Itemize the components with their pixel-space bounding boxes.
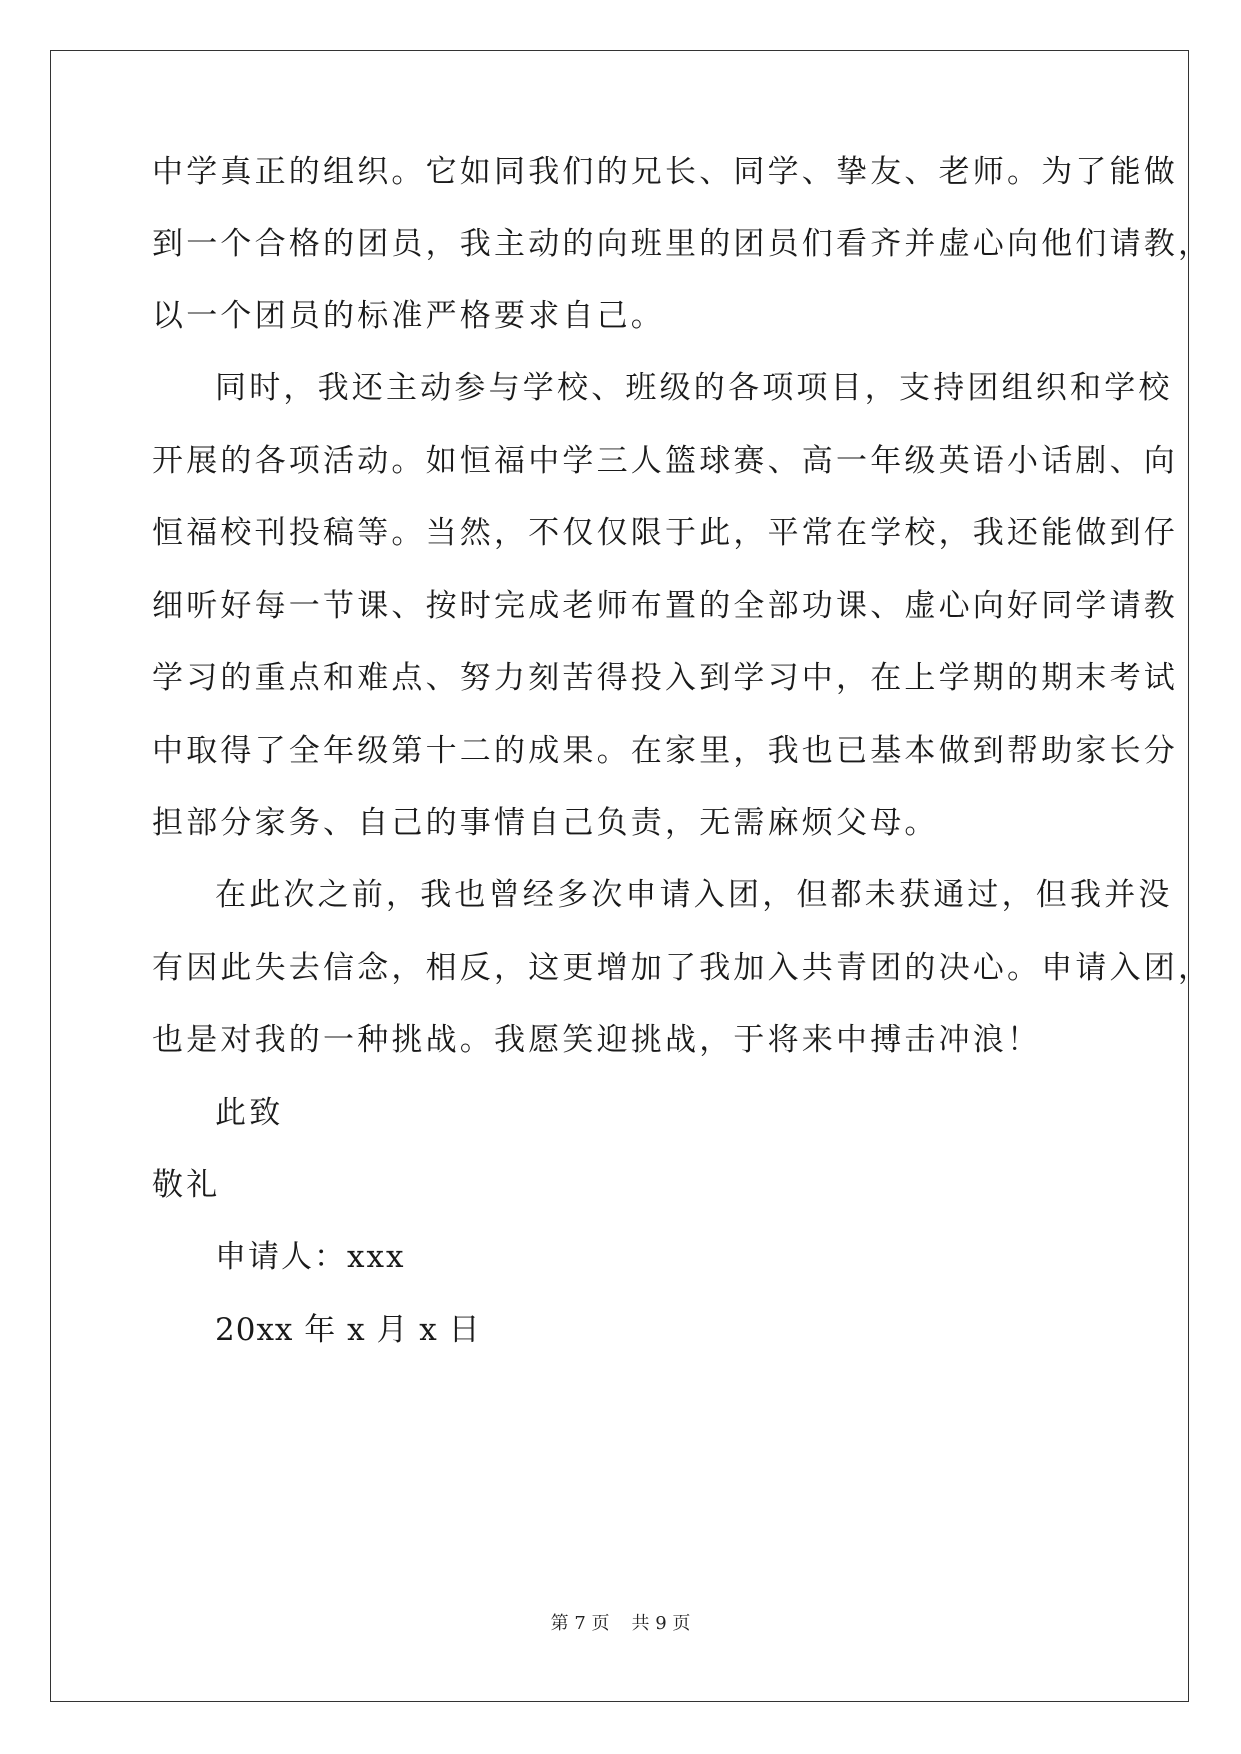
body-line-6: 恒福校刊投稿等。当然，不仅仅限于此，平常在学校，我还能做到仔 — [152, 515, 1178, 551]
body-line-2: 到一个合格的团员，我主动的向班里的团员们看齐并虚心向他们请教， — [152, 226, 1213, 262]
body-line-13: 也是对我的一种挑战。我愿笑迎挑战，于将来中搏击冲浪！ — [152, 1022, 1042, 1058]
body-line-9: 中取得了全年级第十二的成果。在家里，我也已基本做到帮助家长分 — [152, 733, 1178, 769]
body-line-7: 细听好每一节课、按时完成老师布置的全部功课、虚心向好同学请教 — [152, 588, 1178, 624]
page-number: 第 7 页 — [550, 1613, 610, 1634]
body-line-1: 中学真正的组织。它如同我们的兄长、同学、挚友、老师。为了能做 — [152, 154, 1178, 190]
body-line-3: 以一个团员的标准严格要求自己。 — [152, 298, 665, 334]
closing-respect: 敬礼 — [152, 1167, 221, 1203]
applicant-signature: 申请人：xxx — [215, 1239, 406, 1275]
body-line-8: 学习的重点和难点、努力刻苦得投入到学习中，在上学期的期末考试 — [152, 660, 1178, 696]
body-line-12: 有因此失去信念，相反，这更增加了我加入共青团的决心。申请入团， — [152, 950, 1213, 986]
page-footer — [0, 1612, 1241, 1636]
application-date: 20xx 年 x 月 x 日 — [215, 1312, 481, 1348]
page-total: 共 9 页 — [631, 1613, 691, 1634]
body-line-11: 在此次之前，我也曾经多次申请入团，但都未获通过，但我并没 — [215, 877, 1173, 913]
closing-salutation: 此致 — [215, 1095, 284, 1131]
body-line-4: 同时，我还主动参与学校、班级的各项项目，支持团组织和学校 — [215, 370, 1173, 406]
body-line-10: 担部分家务、自己的事情自己负责，无需麻烦父母。 — [152, 805, 939, 841]
body-line-5: 开展的各项活动。如恒福中学三人篮球赛、高一年级英语小话剧、向 — [152, 443, 1178, 479]
